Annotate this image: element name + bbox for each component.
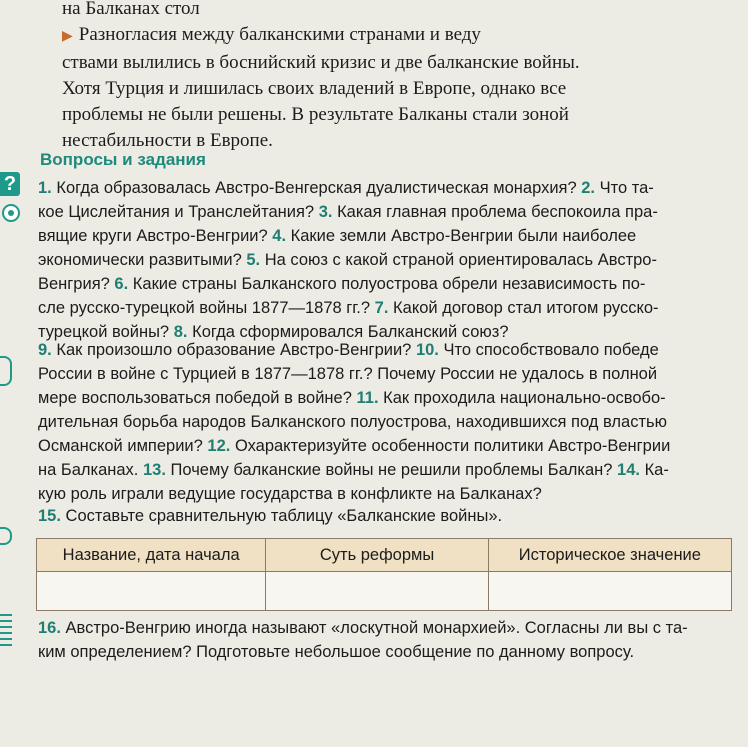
q6-text-cont: сле русско-турецкой войны 1877—1878 гг.? [38, 299, 371, 317]
qb-line-7: кую роль играли ведущие государства в конфликте на Балканах? [38, 485, 542, 503]
table-cell [488, 572, 731, 611]
q10-text: Что способствовало победе [443, 341, 659, 359]
q11-text-cont: Османской империи? [38, 437, 203, 455]
q12-text: Охарактеризуйте особенности политики Австро-Венгрии [234, 437, 671, 455]
q13-number: 13. [142, 461, 166, 479]
q9-text: Как произошло образование Австро-Венгрии? [56, 341, 412, 359]
task15-number: 15. [38, 507, 61, 525]
qb-line-6 [38, 458, 728, 482]
q5-number: 5. [246, 251, 261, 269]
q4-number: 4. [272, 227, 287, 245]
qa-line-6 [38, 296, 728, 320]
intro-line-2: ствами вылились в боснийский кризис и две балканские войны. [62, 52, 580, 73]
intro-line-5: нестабильности в Европе. [62, 130, 273, 151]
q2-number: 2. [581, 179, 596, 197]
q7-text-cont: турецкой войны? [38, 323, 170, 341]
task-16 [38, 616, 728, 664]
table-header-cell: Суть реформы [266, 539, 488, 572]
q6-number: 6. [114, 275, 129, 293]
q8-number: 8. [173, 323, 188, 341]
table-row [37, 572, 732, 611]
q5-text-cont: Венгрия? [38, 275, 110, 293]
q9-number: 9. [38, 341, 52, 359]
q14-text: Ка- [644, 461, 669, 479]
qa-line-2 [38, 200, 728, 224]
intro-paragraph [62, 0, 722, 154]
q10-text-cont: мере воспользоваться победой в войне? [38, 389, 352, 407]
comparison-table [36, 538, 732, 611]
qb-line-4: дительная борьба народов Балканского полуострова, находившихся под властью [38, 413, 667, 431]
qb-line-2: России в войне с Турцией в 1877—1878 гг.? Почему России не удалось в полной [38, 365, 658, 383]
q8-text: Когда сформировался Балканский союз? [192, 323, 509, 341]
q6-text: Какие страны Балканского полуострова обрели независимость по- [132, 275, 646, 293]
task16-line-2: ким определением? Подготовьте небольшое сообщение по данному вопросу. [38, 643, 635, 661]
table-cell [266, 572, 488, 611]
q12-number: 12. [207, 437, 231, 455]
q3-number: 3. [318, 203, 333, 221]
hand-icon [0, 356, 12, 386]
target-icon [2, 204, 20, 222]
q7-text: Какой договор стал итогом русско- [393, 299, 659, 317]
q3-text: Какая главная проблема беспокоила пра- [337, 203, 658, 221]
qa-line-5 [38, 272, 728, 296]
table-header-cell: Название, дата начала [37, 539, 266, 572]
q12-text-cont: на Балканах. [38, 461, 139, 479]
q4-text: Какие земли Австро-Венгрии были наиболее [290, 227, 637, 245]
qa-line-3 [38, 224, 728, 248]
q14-number: 14. [617, 461, 640, 479]
task15-line [38, 504, 728, 528]
q3-text-cont: вящие круги Австро-Венгрии? [38, 227, 268, 245]
triangle-bullet-icon: ▶ [62, 29, 73, 44]
task16-number: 16. [38, 619, 61, 637]
task16-text: Австро-Венгрию иногда называют «лоскутной монархией». Согласны ли вы с та- [65, 619, 688, 637]
swirl-icon [0, 527, 12, 545]
intro-line-1-text: Разногласия между балканскими странами и веду [78, 24, 481, 45]
table-header-cell: Историческое значение [488, 539, 731, 572]
intro-line-3: Хотя Турция и лишилась своих владений в Европе, однако все [62, 78, 567, 99]
qa-line-4 [38, 248, 728, 272]
questions-block-a [38, 176, 728, 344]
q4-text-cont: экономически развитыми? [38, 251, 242, 269]
q13-text: Почему балканские войны не решили проблемы Балкан? [170, 461, 613, 479]
q1-text: Когда образовалась Австро-Венгерская дуалистическая монархия? [56, 179, 577, 197]
intro-line-4: проблемы не были решены. В результате Балканы стали зоной [62, 104, 569, 125]
q1-number: 1. [38, 179, 52, 197]
questions-block-b [38, 338, 728, 506]
q2-text: Что та- [599, 179, 654, 197]
intro-line-0: на Балканах стол [62, 0, 200, 19]
qb-line-3 [38, 386, 728, 410]
question-mark-icon: ? [0, 172, 20, 196]
q7-number: 7. [374, 299, 389, 317]
table-header-row [37, 539, 732, 572]
qb-line-1 [38, 338, 728, 362]
intro-line-1 [62, 22, 722, 50]
q11-number: 11. [356, 389, 379, 407]
q11-text: Как проходила национально-освобо- [383, 389, 666, 407]
q10-number: 10. [415, 341, 439, 359]
task16-line-1 [38, 616, 728, 640]
qb-line-5 [38, 434, 728, 458]
task15-text: Составьте сравнительную таблицу «Балканские войны». [65, 507, 503, 525]
qa-line-1 [38, 176, 728, 200]
table-cell [37, 572, 266, 611]
task-15 [38, 504, 728, 528]
q5-text: На союз с какой страной ориентировалась Австро- [264, 251, 657, 269]
section-title: Вопросы и задания [40, 150, 206, 169]
document-icon [0, 614, 12, 648]
q2-text-cont: кое Цислейтания и Транслейтания? [38, 203, 315, 221]
